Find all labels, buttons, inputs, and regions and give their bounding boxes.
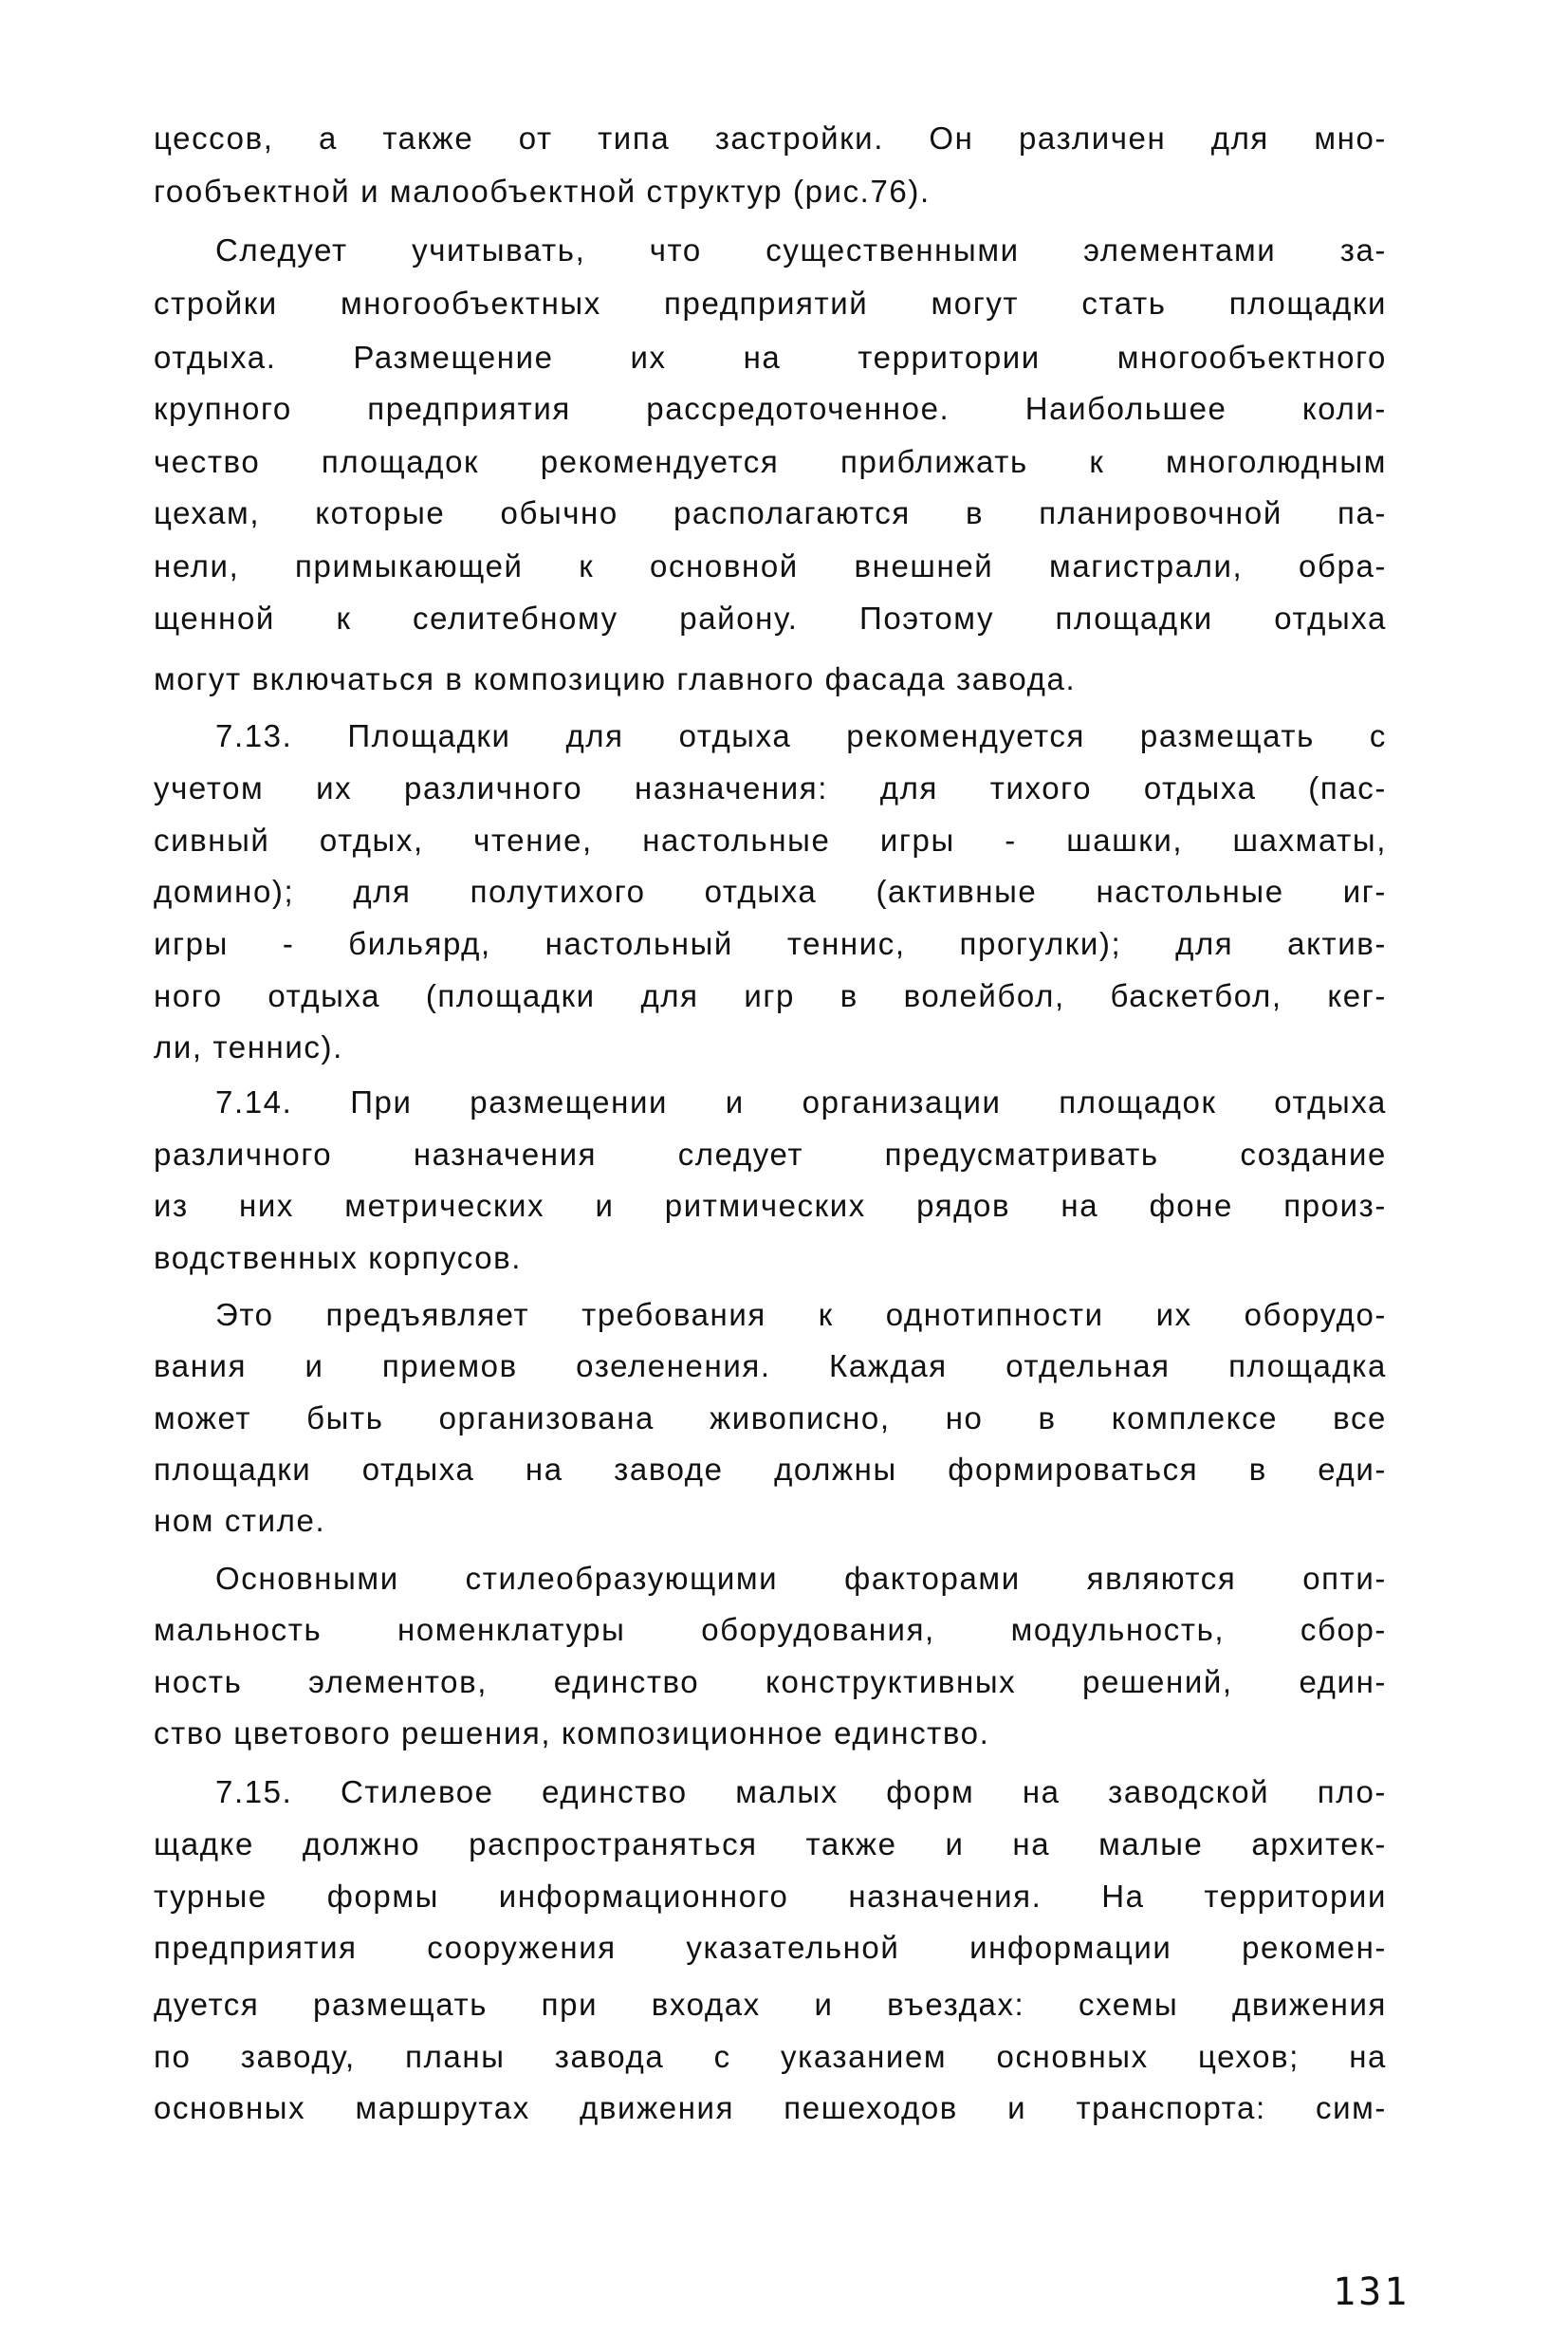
text-line: основных маршрутах движения пешеходов и транспорта: сим- — [154, 2090, 1387, 2125]
text-line: учетом их различного назначения: для тихого отдыха (пас- — [154, 770, 1387, 806]
text-line: по заводу, планы завода с указанием основных цехов; на — [154, 2039, 1387, 2074]
text-line: 7.14. При размещении и организации площадок отдыха — [215, 1084, 1387, 1120]
text-line: турные формы информационного назначения. На территории — [154, 1879, 1387, 1914]
text-line: дуется размещать при входах и въездах: схемы движения — [154, 1987, 1387, 2022]
text-line: игры - бильярд, настольный теннис, прогулки); для актив- — [154, 926, 1387, 961]
text-line: крупного предприятия рассредоточенное. Наибольшее коли- — [154, 391, 1387, 426]
text-line: различного назначения следует предусматривать создание — [154, 1137, 1387, 1172]
text-line: домино); для полутихого отдыха (активные настольные иг- — [154, 874, 1387, 909]
text-line: щадке должно распространяться также и на малые архитек- — [154, 1826, 1387, 1861]
text-line: Это предъявляет требования к однотипности их оборудо- — [215, 1297, 1387, 1332]
text-line: нели, примыкающей к основной внешней магистрали, обра- — [154, 548, 1387, 583]
text-line: вания и приемов озеленения. Каждая отдельная площадка — [154, 1348, 1387, 1383]
text-line: мальность номенклатуры оборудования, модульность, сбор- — [154, 1612, 1387, 1647]
text-line: цехам, которые обычно располагаются в планировочной па- — [154, 495, 1387, 530]
text-line: 7.13. Площадки для отдыха рекомендуется размещать с — [215, 718, 1387, 753]
text-line: чество площадок рекомендуется приближать к многолюдным — [154, 444, 1387, 479]
text-line: ство цветового решения, композиционное единство. — [154, 1715, 990, 1750]
text-line: может быть организована живописно, но в комплексе все — [154, 1400, 1387, 1435]
text-line: стройки многообъектных предприятий могут стать площадки — [154, 286, 1387, 321]
text-line: 7.15. Стилевое единство малых форм на заводской пло- — [215, 1774, 1387, 1809]
text-line: гообъектной и малообъектной структур (рис.76). — [154, 174, 931, 209]
text-line: из них метрических и ритмических рядов на фоне произ- — [154, 1188, 1387, 1223]
text-line: Основными стилеобразующими факторами являются опти- — [215, 1561, 1387, 1596]
text-line: цессов, а также от типа застройки. Он различен для мно- — [154, 120, 1387, 156]
text-line: Следует учитывать, что существенными элементами за- — [215, 232, 1387, 268]
text-line: могут включаться в композицию главного фасада завода. — [154, 661, 1077, 696]
text-line: сивный отдых, чтение, настольные игры - шашки, шахматы, — [154, 823, 1387, 858]
text-line: предприятия сооружения указательной информации рекомен- — [154, 1930, 1387, 1965]
text-line: ли, теннис). — [154, 1029, 343, 1065]
text-line: водственных корпусов. — [154, 1240, 523, 1275]
text-line: ном стиле. — [154, 1503, 326, 1538]
text-line: щенной к селитебному району. Поэтому площадки отдыха — [154, 601, 1387, 636]
text-line: ность элементов, единство конструктивных решений, един- — [154, 1664, 1387, 1699]
page-number: 131 — [1333, 2270, 1411, 2314]
text-line: отдыха. Размещение их на территории многообъектного — [154, 340, 1387, 375]
text-line: ного отдыха (площадки для игр в волейбол, баскетбол, кег- — [154, 978, 1387, 1013]
text-line: площадки отдыха на заводе должны формироваться в еди- — [154, 1452, 1387, 1487]
